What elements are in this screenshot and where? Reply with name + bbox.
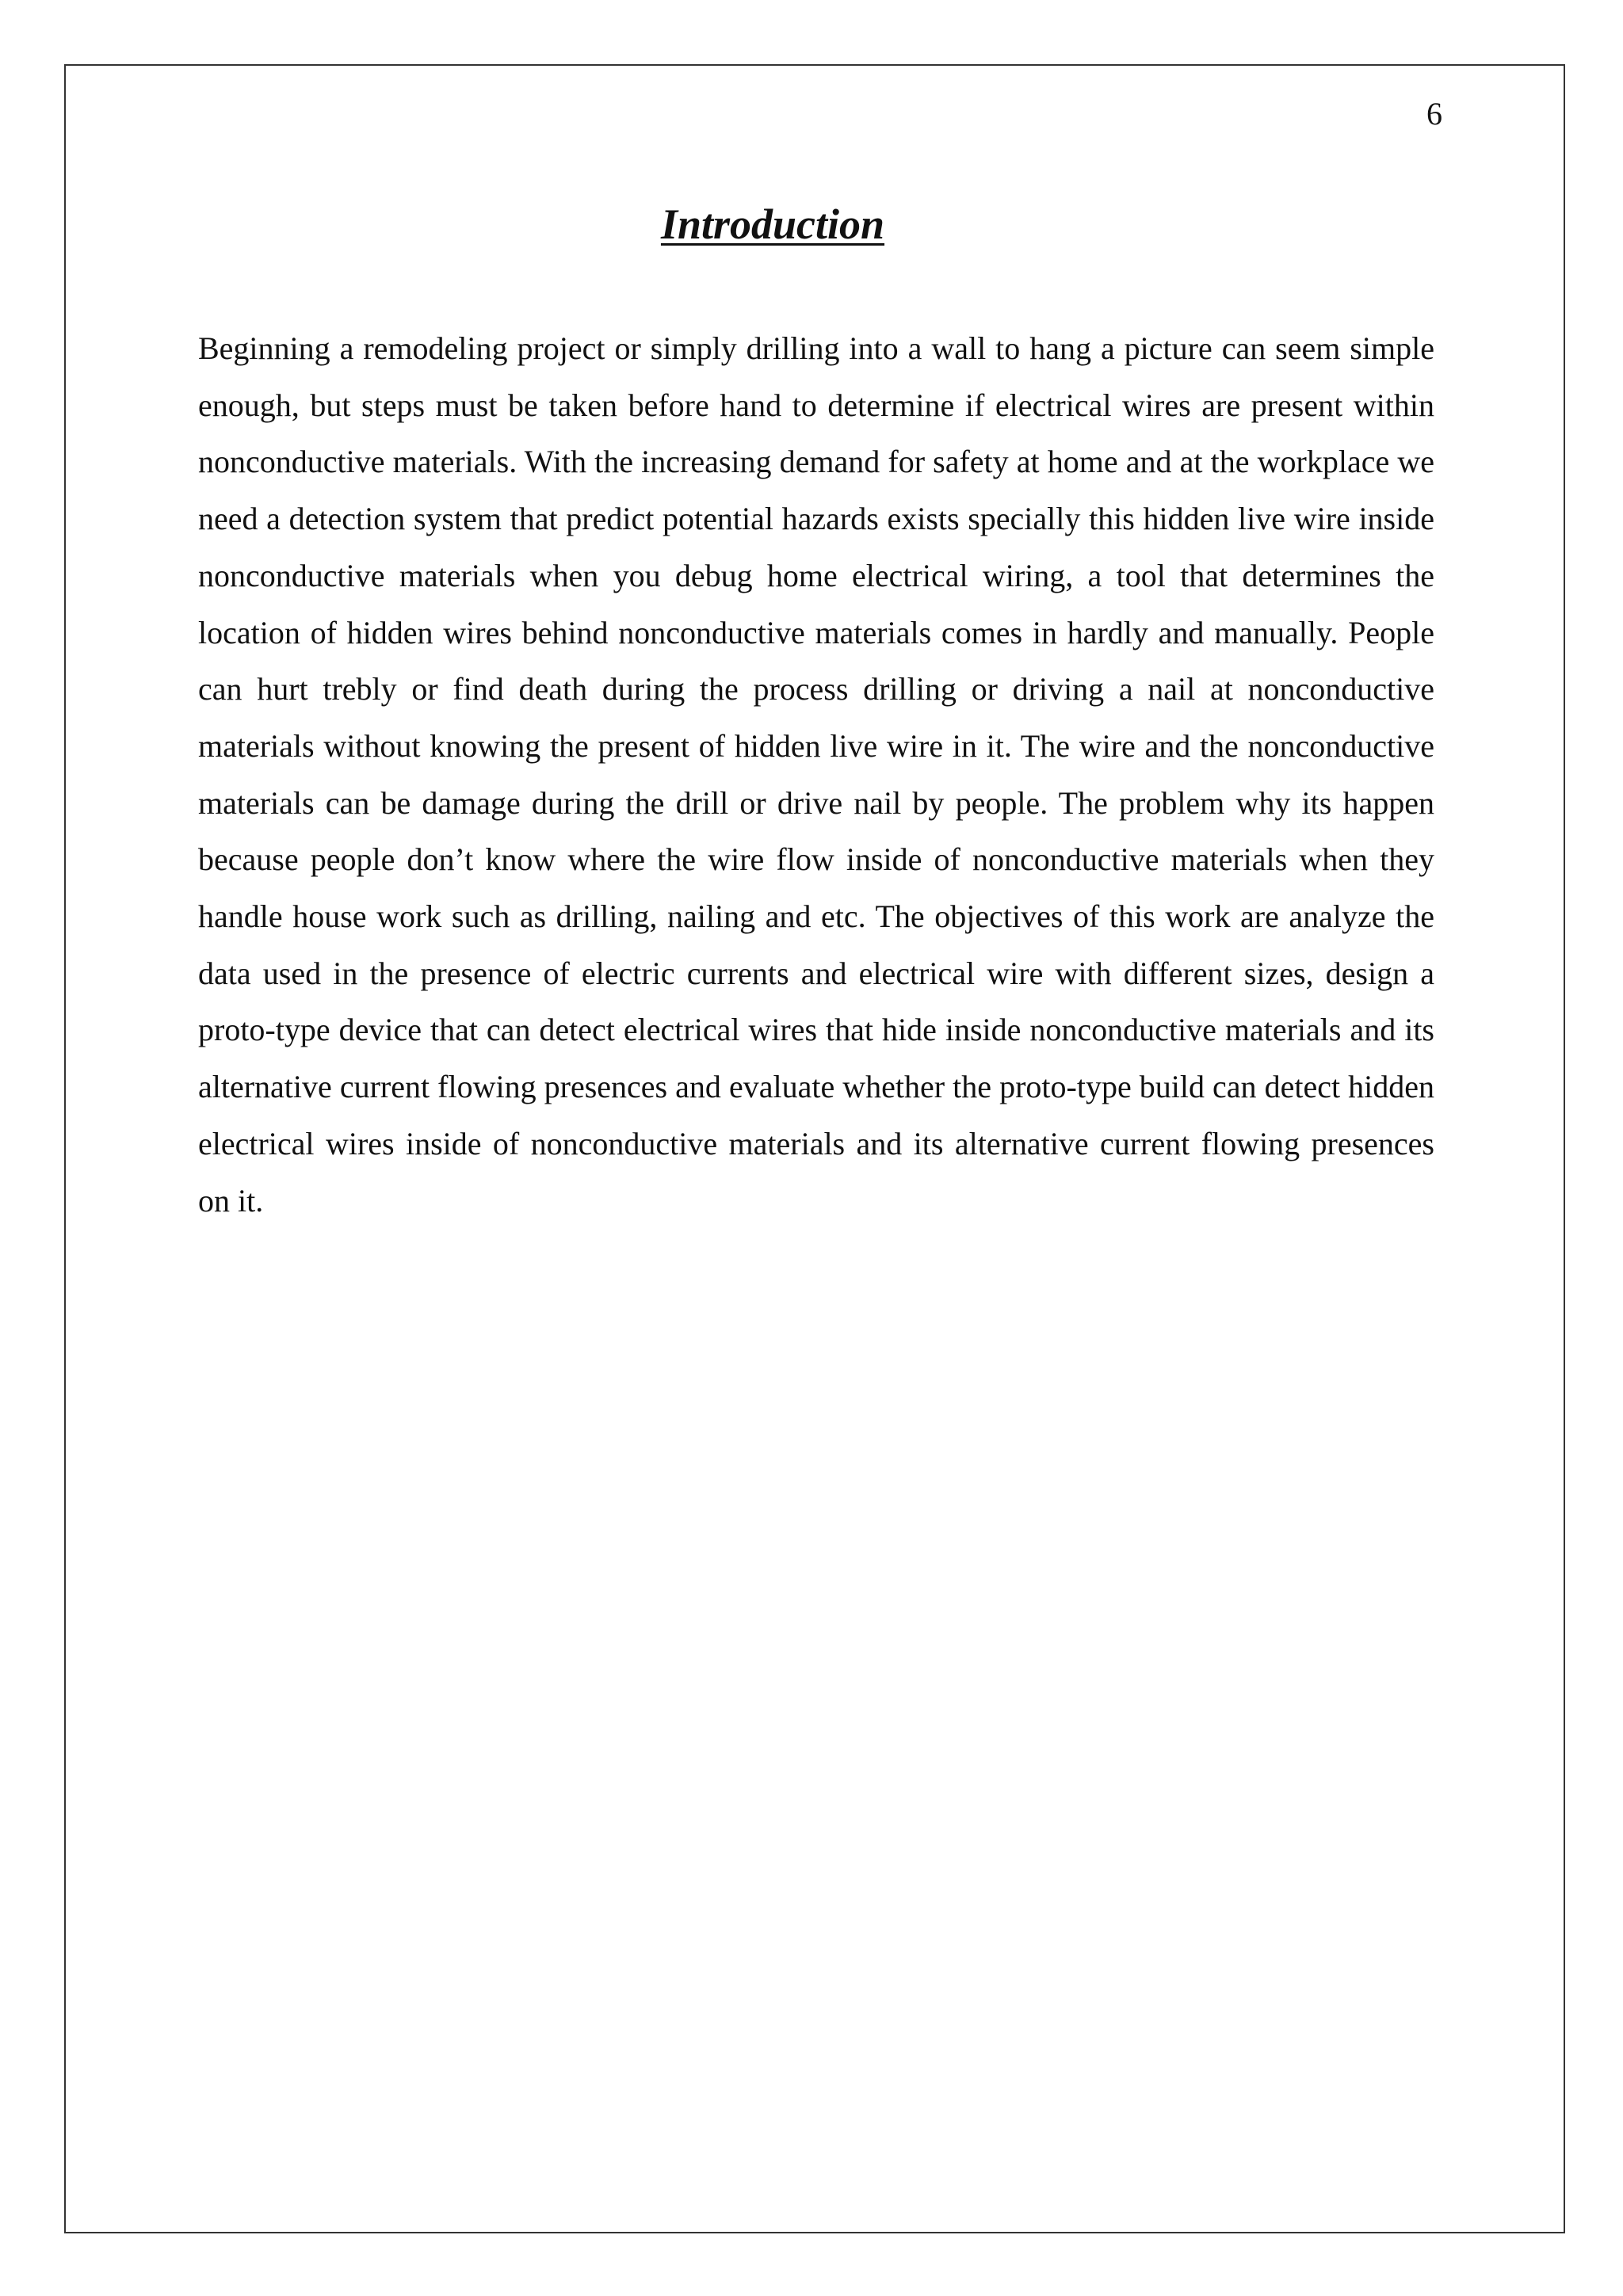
section-heading: Introduction <box>660 200 885 248</box>
page-number: 6 <box>1426 96 1442 132</box>
body-paragraph: Beginning a remodeling project or simply drilling into a wall to hang a picture can seem simple enough, but steps must be taken before hand to determine if electrical wires are present within nonconductive materials. With the increasing demand for safety at home and at the workplace we need a detection system that predict potential hazards exists specially this hidden live wire inside nonconductive materials when you debug home electrical wiring, a tool that determines the location of hidden wires behind nonconductive materials comes in hardly and manually. People can hurt trebly or find death during the process drilling or driving a nail at nonconductive materials without knowing the present of hidden live wire in it. The wire and the nonconductive materials can be damage during the drill or drive nail by people. The problem why its happen because people don’t know where the wire flow inside of nonconductive materials when they handle house work such as drilling, nailing and etc. The objectives of this work are analyze the data used in the presence of electric currents and electrical wire with different sizes, design a proto-type device that can detect electrical wires that hide inside nonconductive materials and its alternative current flowing presences and evaluate whether the proto-type build can detect hidden electrical wires inside of nonconductive materials and its alternative current flowing presences on it. <box>198 330 1434 1219</box>
